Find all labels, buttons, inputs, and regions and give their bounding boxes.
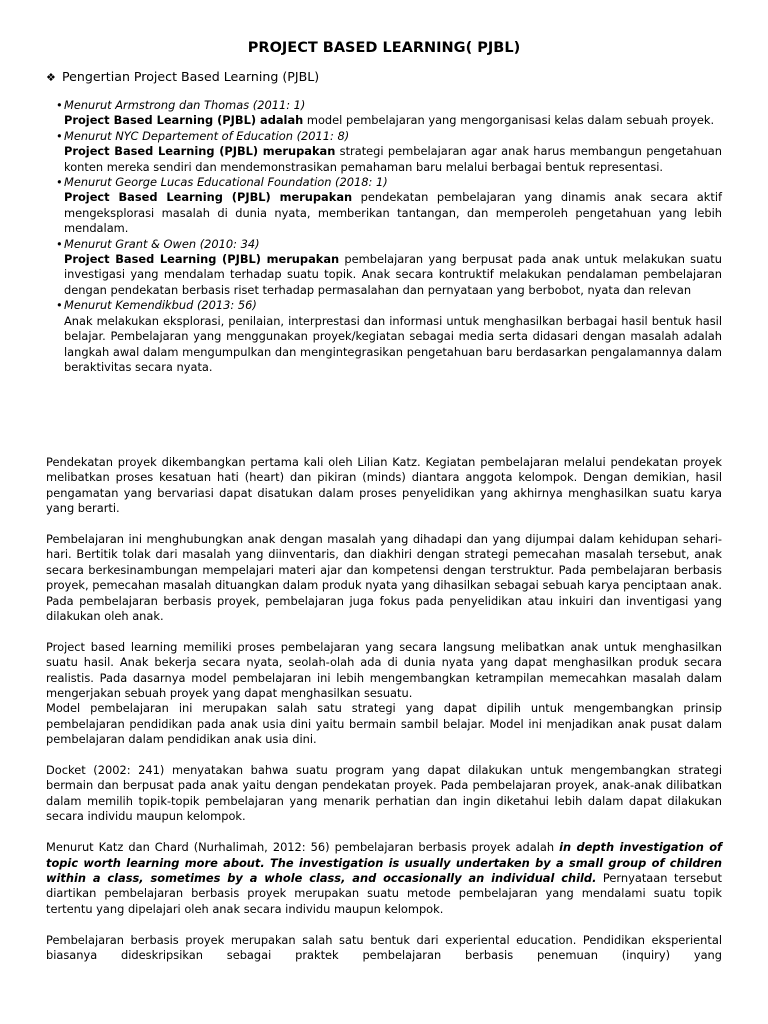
paragraph-text: Menurut Katz dan Chard (Nurhalimah, 2012: 56) pembelajaran berbasis proyek adalah [46, 840, 560, 855]
paragraph: Pembelajaran ini menghubungkan anak dengan masalah yang dihadapi dan yang dijumpai dalam kehidupan sehari-hari. Bertitik tolak dari masalah yang diinventaris, dan diakhiri dengan strategi pemecahan masalah tersebut, anak secara berkesinambungan mempelajari materi ajar dan kompetensi dengan terstruktur. Pada pembelajaran berbasis proyek, pemecahan masalah dituangkan dalam produk nyata yang dihasilkan sebagai sebuah karya penciptaan anak. Pada pembelajaran berbasis proyek, pembelajaran juga fokus pada penyelidikan atau inkuiri dan inventigasi yang dilakukan oleh anak. [46, 532, 722, 624]
definition-text: model pembelajaran yang mengorganisasi kelas dalam sebuah proyek. [303, 113, 715, 128]
bullet-icon: • [56, 298, 63, 313]
paragraph: Pendekatan proyek dikembangkan pertama kali oleh Lilian Katz. Kegiatan pembelajaran melalui pendekatan proyek melibatkan proses kesatuan hati (heart) dan pikiran (minds) diantara anggota kelompok. Dengan demikian, hasil pengamatan yang bervariasi dapat disatukan dalam proses penyelidikan yang akhirnya menghasilkan suatu karya yang berarti. [46, 455, 722, 516]
definition-text: pembelajaran yang berpusat pada anak untuk melakukan suatu investigasi yang mendalam terhadap suatu topik. Anak secara kontruktif melakukan pendalaman pembelajaran dengan pendekatan berbasis riset terhadap permasalahan dan pernyataan yang berbobot, nyata dan relevan [64, 252, 722, 297]
definition-source: Menurut George Lucas Educational Foundation (2018: 1) [64, 175, 388, 190]
definition-item [56, 129, 722, 175]
definition-lead: Project Based Learning (PJBL) adalah [64, 113, 304, 128]
bullet-icon: • [56, 98, 63, 112]
paragraph [46, 840, 722, 917]
definition-item [56, 298, 722, 375]
paragraph: Model pembelajaran ini merupakan salah satu strategi yang dapat dipilih untuk mengembangkan prinsip pembelajaran pendidikan pada anak usia dini yaitu bermain sambil belajar. Model ini menjadikan anak pusat dalam pembelajaran dalam pendidikan anak usia dini. [46, 701, 722, 747]
section-heading-text: Pengertian Project Based Learning (PJBL) [62, 69, 320, 84]
definition-text: pendekatan pembelajaran yang dinamis anak secara aktif mengeksplorasi masalah di dunia nyata, memberikan tantangan, dan memperoleh pengetahuan yang lebih mendalam. [64, 190, 722, 236]
definition-source: Menurut NYC Departement of Education (2011: 8) [64, 128, 350, 143]
definition-item [56, 237, 722, 299]
bullet-icon: • [56, 128, 63, 143]
paragraph: Pembelajaran berbasis proyek merupakan salah satu bentuk dari experiental education. Pendidikan eksperiental biasanya dideskripsikan sebagai praktek pembelajaran berbasis penemuan (inquiry) yang [46, 932, 722, 962]
definition-source: Menurut Grant & Owen (2010: 34) [64, 236, 260, 251]
definition-lead: Project Based Learning (PJBL) merupakan [64, 252, 340, 267]
definition-text: Anak melakukan eksplorasi, penilaian, interprestasi dan informasi untuk menghasilkan berbagai hasil bentuk hasil belajar. Pembelajaran yang menggunakan proyek/kegiatan sebagai media serta didasari dengan masalah adalah langkah awal dalam mengumpulkan dan mengintegrasikan pengetahuan baru berdasarkan pengalamannya dalam beraktivitas secara nyata. [64, 313, 722, 374]
definition-item [56, 98, 722, 129]
definition-source: Menurut Armstrong dan Thomas (2011: 1) [64, 98, 306, 112]
definition-item [56, 175, 722, 237]
definitions-list [56, 98, 722, 375]
definition-text: strategi pembelajaran agar anak harus membangun pengetahuan konten mereka sendiri dan mendemonstrasikan pemahaman baru melalui berbagai bentuk representasi. [64, 144, 722, 174]
definition-source: Menurut Kemendikbud (2013: 56) [64, 298, 257, 313]
definition-body [56, 190, 722, 236]
diamond-bullet-icon: ❖ [46, 71, 56, 84]
paragraph: Project based learning memiliki proses pembelajaran yang secara langsung melibatkan anak untuk menghasilkan suatu hasil. Anak bekerja secara nyata, seolah-olah ada di dunia nyata yang dapat menghasilkan produk secara realistis. Pada dasarnya model pembelajaran ini lebih mengembangkan ketrampilan memecahkan masalah dalam mengerjakan sebuah proyek yang dapat menghasilkan sesuatu. [46, 639, 722, 701]
definition-body [56, 252, 722, 298]
body-text [46, 455, 722, 963]
paragraph-text: Pernyataan tersebut diartikan pembelajaran berbasis proyek merupakan suatu metode pembelajaran yang mendalami suatu topik tertentu yang dipelajari oleh anak secara individu maupun kelompok. [46, 870, 723, 916]
definition-body [56, 113, 722, 128]
definition-lead: Project Based Learning (PJBL) merupakan [64, 144, 336, 159]
english-quote: in depth investigation of topic worth learning more about. The investigation is usually undertaken by a small group of children within a class, sometimes by a whole class, and occasionally an individual child. [46, 840, 723, 885]
bullet-icon: • [56, 236, 63, 251]
paragraph: Docket (2002: 241) menyatakan bahwa suatu program yang dapat dilakukan untuk mengembangkan strategi bermain dan berpusat pada anak yaitu dengan pendekatan proyek. Pada pembelajaran proyek, anak-anak dilibatkan dalam memilih topik-topik pembelajaran yang menarik perhatian dan ingin diketahui lebih dalam dapat dilakukan secara individu maupun kelompok. [46, 763, 722, 824]
definition-lead: Project Based Learning (PJBL) merupakan [64, 190, 353, 205]
section-heading [46, 68, 726, 87]
document-title: PROJECT BASED LEARNING( PJBL) [247, 40, 521, 56]
definition-body [56, 144, 722, 175]
definition-body [56, 314, 722, 376]
bullet-icon: • [56, 175, 63, 190]
